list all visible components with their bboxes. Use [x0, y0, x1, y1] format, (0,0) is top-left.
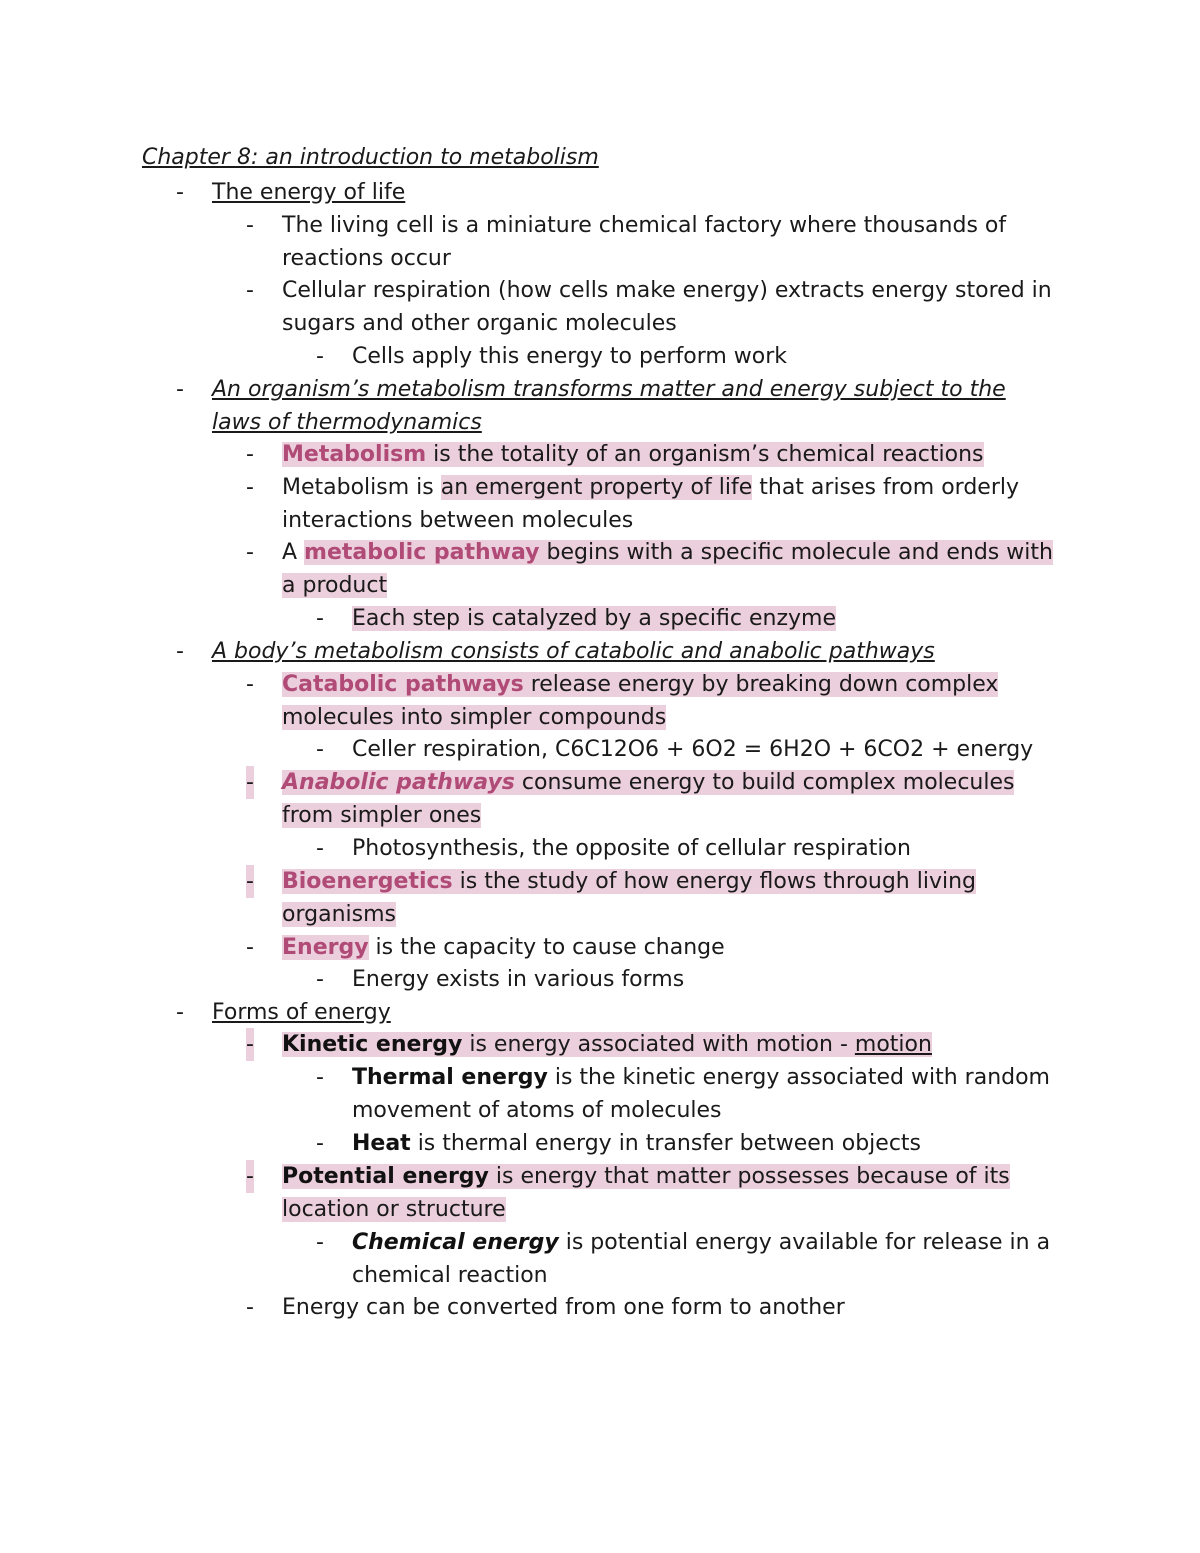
bullet-dash: - — [246, 1028, 254, 1061]
key-term: Thermal energy — [352, 1065, 548, 1090]
list-item: - Kinetic energy is energy associated with motion - motion — [246, 1028, 1056, 1061]
chapter-title: Chapter 8: an introduction to metabolism — [142, 145, 599, 170]
bullet-dash: - — [176, 639, 184, 664]
list-item: - Cellular respiration (how cells make energy) extracts energy stored in sugars and other organic molecules — [246, 274, 1056, 340]
list-item: - Heat is thermal energy in transfer between objects — [316, 1127, 1056, 1160]
bullet-dash: - — [246, 865, 254, 898]
list-item: - Chemical energy is potential energy available for release in a chemical reaction — [316, 1226, 1056, 1292]
section-heading-catabolic-anabolic: - A body’s metabolism consists of catabolic and anabolic pathways — [176, 635, 1056, 668]
bullet-dash: - — [316, 737, 324, 762]
list-item: - Energy is the capacity to cause change — [246, 931, 1056, 964]
bullet-dash: - — [176, 180, 184, 205]
section-heading-energy-of-life: - The energy of life — [176, 176, 1056, 209]
bullet-dash: - — [316, 836, 324, 861]
key-term: metabolic pathway — [304, 540, 540, 565]
bullet-dash: - — [176, 1000, 184, 1025]
section-heading-forms-of-energy: - Forms of energy — [176, 996, 1056, 1029]
list-item: - Thermal energy is the kinetic energy associated with random movement of atoms of molecules — [316, 1061, 1056, 1127]
bullet-dash: - — [316, 606, 324, 631]
key-term: Kinetic energy — [282, 1032, 463, 1057]
list-item: - Cells apply this energy to perform work — [316, 340, 1056, 373]
highlighted-phrase: an emergent property of life — [440, 475, 753, 500]
list-item: - Catabolic pathways release energy by breaking down complex molecules into simpler compounds — [246, 668, 1056, 734]
list-item: - Potential energy is energy that matter possesses because of its location or structure — [246, 1160, 1056, 1226]
list-item: - The living cell is a miniature chemical factory where thousands of reactions occur — [246, 209, 1056, 275]
bullet-dash: - — [246, 278, 254, 303]
list-item: - Photosynthesis, the opposite of cellular respiration — [316, 832, 1056, 865]
list-item: - Each step is catalyzed by a specific enzyme — [316, 602, 1056, 635]
bullet-dash: - — [246, 1295, 254, 1320]
key-term: Anabolic pathways — [282, 770, 515, 795]
bullet-dash: - — [246, 540, 254, 565]
bullet-dash: - — [316, 1131, 324, 1156]
list-item: - Bioenergetics is the study of how energy flows through living organisms — [246, 865, 1056, 931]
bullet-dash: - — [246, 935, 254, 960]
key-term: Heat — [352, 1131, 411, 1156]
bullet-dash: - — [246, 442, 254, 467]
list-item: - Energy exists in various forms — [316, 963, 1056, 996]
section-heading-metabolism-thermodynamics: - An organism’s metabolism transforms matter and energy subject to the laws of thermodynamics — [176, 373, 1056, 439]
bullet-dash: - — [316, 1065, 324, 1090]
list-item: - Energy can be converted from one form to another — [246, 1291, 1056, 1324]
list-item: - Anabolic pathways consume energy to build complex molecules from simpler ones — [246, 766, 1056, 832]
list-item: - Metabolism is an emergent property of life that arises from orderly interactions between molecules — [246, 471, 1056, 537]
bullet-dash: - — [246, 766, 254, 799]
key-term: Energy — [282, 935, 369, 960]
bullet-dash: - — [316, 1230, 324, 1255]
bullet-dash: - — [246, 213, 254, 238]
key-term: Metabolism — [282, 442, 427, 467]
key-term: Potential energy — [282, 1164, 489, 1189]
bullet-dash: - — [246, 672, 254, 697]
bullet-dash: - — [316, 344, 324, 369]
key-term: Chemical energy — [352, 1230, 559, 1255]
list-item: - Metabolism is the totality of an organism’s chemical reactions — [246, 438, 1056, 471]
bullet-dash: - — [316, 967, 324, 992]
list-item: - A metabolic pathway begins with a specific molecule and ends with a product — [246, 536, 1056, 602]
bullet-dash: - — [246, 475, 254, 500]
list-item: - Celler respiration, C6C12O6 + 6O2 = 6H2O + 6CO2 + energy — [316, 733, 1056, 766]
bullet-dash: - — [176, 377, 184, 402]
key-term: Catabolic pathways — [282, 672, 524, 697]
bullet-dash: - — [246, 1160, 254, 1193]
key-term: Bioenergetics — [282, 869, 453, 894]
